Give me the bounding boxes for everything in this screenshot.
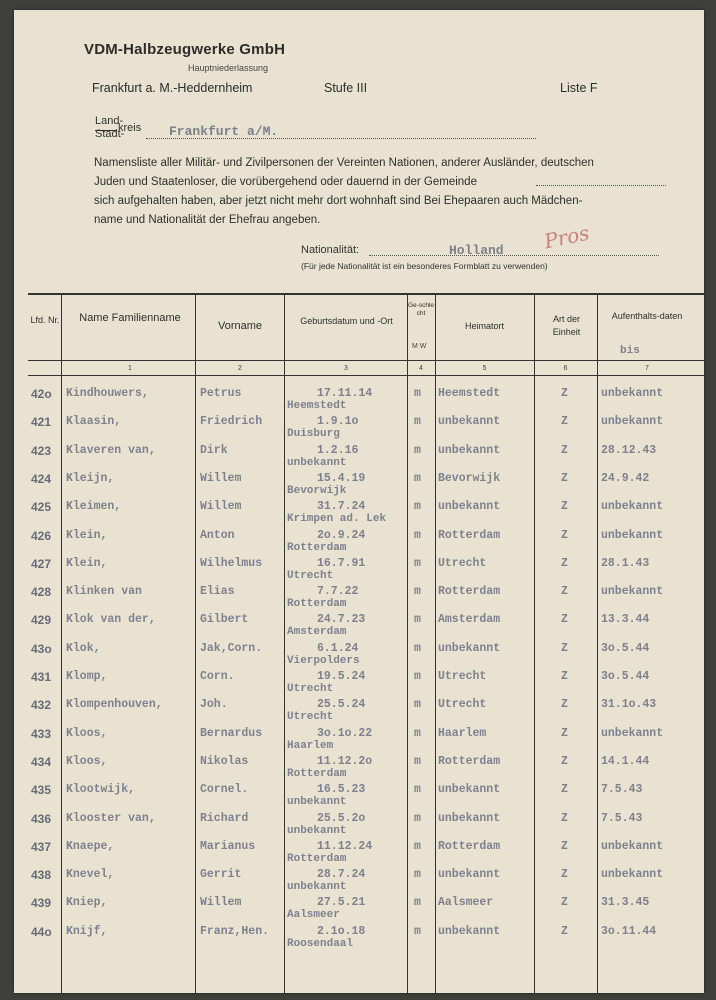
row-birthplace: Krimpen ad. Lek	[287, 513, 387, 526]
row-unit: Z	[561, 387, 568, 400]
row-birthplace: Duisburg	[287, 428, 340, 441]
row-unit: Z	[561, 839, 568, 853]
row-birthplace: Rotterdam	[287, 852, 347, 865]
row-birthdate: 25.5.24	[317, 698, 366, 712]
row-number: 424	[31, 471, 52, 486]
description-line-4: name und Nationalität der Ehefrau angeben.	[94, 214, 321, 226]
stadt-label: Stadt-	[95, 128, 125, 140]
col-divider	[284, 293, 285, 993]
row-number: 435	[31, 783, 52, 798]
row-birthplace: Haarlem	[287, 739, 334, 752]
row-stay: 7.5.43	[601, 783, 643, 797]
row-firstname: Friedrich	[200, 415, 263, 429]
row-number: 425	[31, 500, 52, 515]
row-firstname: Jak,Corn.	[200, 641, 263, 655]
row-birthdate: 15.4.19	[317, 471, 366, 485]
row-firstname: Gerrit	[200, 868, 242, 882]
nationality-value: Holland	[449, 243, 504, 258]
row-sex: m	[414, 924, 421, 938]
row-number: 427	[31, 556, 52, 571]
row-birthdate: 25.5.2o	[317, 811, 366, 825]
row-birthplace: unbekannt	[287, 456, 347, 469]
row-stay: 3o.5.44	[601, 670, 650, 683]
row-hometown: unbekannt	[438, 443, 501, 457]
col-divider	[435, 293, 436, 993]
row-firstname: Richard	[200, 811, 249, 825]
handwritten-stamp: Pros	[542, 220, 592, 254]
row-number: 437	[31, 839, 52, 854]
row-birthplace: unbekannt	[287, 824, 347, 837]
row-birthplace: Bevorwijk	[287, 484, 347, 497]
col-number: 1	[128, 365, 132, 372]
row-hometown: unbekannt	[438, 924, 501, 938]
row-unit: Z	[561, 698, 568, 712]
row-firstname: Anton	[200, 528, 235, 542]
row-birthdate: 7.7.22	[317, 585, 359, 599]
col-header-sex: Ge-schlecht	[407, 302, 434, 317]
row-stay: 3o.11.44	[601, 924, 657, 938]
row-sex: m	[414, 585, 421, 599]
row-number: 428	[31, 585, 52, 600]
row-unit: Z	[561, 783, 568, 797]
row-birthdate: 1.9.1o	[317, 415, 359, 429]
row-sex: m	[414, 556, 421, 570]
row-birthplace: unbekannt	[287, 881, 347, 894]
row-sex: m	[414, 896, 421, 910]
row-birthplace: Amsterdam	[287, 626, 347, 639]
list-label: Liste F	[560, 81, 598, 95]
row-number: 438	[31, 868, 52, 883]
row-hometown: Amsterdam	[438, 613, 501, 627]
table-header-divider	[28, 360, 704, 361]
row-firstname: Franz,Hen.	[200, 924, 270, 938]
col-number: 4	[419, 365, 423, 372]
row-firstname: Bernardus	[200, 726, 263, 740]
row-firstname: Gilbert	[200, 613, 249, 627]
row-number: 426	[31, 528, 52, 543]
row-number: 434	[31, 754, 52, 769]
description	[94, 154, 674, 230]
row-firstname: Petrus	[200, 387, 242, 400]
row-stay: 7.5.43	[601, 811, 643, 825]
row-surname: Klein,	[66, 556, 108, 570]
row-hometown: Rotterdam	[438, 585, 501, 599]
row-surname: Kleijn,	[66, 471, 115, 485]
row-birthdate: 16.7.91	[317, 556, 366, 570]
row-surname: Kloos,	[66, 726, 108, 740]
row-stay: 28.12.43	[601, 443, 657, 457]
row-hometown: Aalsmeer	[438, 896, 494, 910]
row-sex: m	[414, 387, 421, 400]
col-header-stay: Aufenthalts-daten	[611, 311, 683, 321]
col-divider	[407, 293, 408, 993]
row-firstname: Cornel.	[200, 783, 249, 797]
row-birthdate: 31.7.24	[317, 500, 366, 514]
row-birthplace: Aalsmeer	[287, 909, 340, 922]
row-number: 439	[31, 896, 52, 911]
row-surname: Kindhouwers,	[66, 387, 149, 400]
row-hometown: Bevorwijk	[438, 471, 501, 485]
row-sex: m	[414, 868, 421, 882]
row-sex: m	[414, 443, 421, 457]
row-stay: unbekannt	[601, 585, 664, 599]
nationality-note: (Für jede Nationalität ist ein besonderes Formblatt zu verwenden)	[301, 261, 548, 271]
row-unit: Z	[561, 896, 568, 910]
row-surname: Knevel,	[66, 868, 115, 882]
row-stay: unbekannt	[601, 726, 664, 740]
row-hometown: unbekannt	[438, 415, 501, 429]
row-number: 421	[31, 415, 52, 430]
company-name: VDM-Halbzeugwerke GmbH	[84, 41, 286, 58]
row-birthplace: Utrecht	[287, 569, 334, 582]
row-sex: m	[414, 726, 421, 740]
row-unit: Z	[561, 528, 568, 542]
row-number: 431	[31, 670, 52, 684]
row-birthdate: 27.5.21	[317, 896, 366, 910]
row-number: 429	[31, 613, 52, 628]
row-surname: Klaveren van,	[66, 443, 156, 457]
col-header-surname: Name Familienname	[79, 312, 181, 324]
land-label: Land-	[95, 115, 124, 127]
row-birthdate: 24.7.23	[317, 613, 366, 627]
row-unit: Z	[561, 443, 568, 457]
row-sex: m	[414, 471, 421, 485]
row-number: 43o	[31, 641, 52, 656]
row-sex: m	[414, 415, 421, 429]
col-divider	[61, 293, 62, 993]
gemeinde-dotline	[536, 185, 666, 186]
row-stay: 3o.5.44	[601, 641, 650, 655]
row-surname: Knijf,	[66, 924, 108, 938]
row-birthplace: Utrecht	[287, 711, 334, 724]
kreis-label: kreis	[118, 122, 142, 134]
row-hometown: unbekannt	[438, 641, 501, 655]
row-birthplace: Rotterdam	[287, 767, 347, 780]
row-number: 42o	[31, 387, 52, 401]
row-surname: Kniep,	[66, 896, 108, 910]
row-sex: m	[414, 783, 421, 797]
row-firstname: Corn.	[200, 670, 235, 683]
row-unit: Z	[561, 415, 568, 429]
row-firstname: Willem	[200, 896, 242, 910]
row-birthplace: Utrecht	[287, 683, 334, 695]
row-hometown: Rotterdam	[438, 839, 501, 853]
row-surname: Klein,	[66, 528, 108, 542]
col-header-unit: Art der Einheit	[552, 314, 581, 337]
row-stay: 13.3.44	[601, 613, 650, 627]
col-header-firstname: Vorname	[217, 320, 263, 332]
row-number: 44o	[31, 924, 52, 939]
row-firstname: Marianus	[200, 839, 256, 853]
row-unit: Z	[561, 670, 568, 683]
row-birthdate: 6.1.24	[317, 641, 359, 655]
row-hometown: unbekannt	[438, 783, 501, 797]
branch-label: Hauptniederlassung	[188, 63, 269, 73]
col-header-home: Heimatort	[464, 321, 504, 331]
col-divider	[597, 293, 598, 993]
col-header-birth: Geburtsdatum und -Ort	[300, 316, 393, 326]
row-unit: Z	[561, 585, 568, 599]
row-birthdate: 2.1o.18	[317, 924, 366, 938]
row-stay: 31.3.45	[601, 896, 650, 910]
row-stay: unbekannt	[601, 868, 664, 882]
row-birthdate: 3o.1o.22	[317, 726, 373, 740]
row-unit: Z	[561, 868, 568, 882]
description-line-1: Namensliste aller Militär- und Zivilpersonen der Vereinten Nationen, anderer Ausländer, deutschen	[94, 157, 594, 169]
row-firstname: Elias	[200, 585, 235, 599]
col-number: 3	[344, 365, 348, 372]
row-birthdate: 19.5.24	[317, 670, 366, 683]
row-surname: Klok,	[66, 641, 101, 655]
row-unit: Z	[561, 500, 568, 514]
row-stay: unbekannt	[601, 839, 664, 853]
location: Frankfurt a. M.-Heddernheim	[92, 81, 253, 95]
description-line-2: Juden und Staatenloser, die vorübergehend oder dauernd in der Gemeinde	[94, 176, 477, 188]
col-number: 7	[645, 365, 649, 372]
row-stay: unbekannt	[601, 528, 664, 542]
row-surname: Klomp,	[66, 670, 108, 683]
row-birthdate: 2o.9.24	[317, 528, 366, 542]
row-surname: Klaasin,	[66, 415, 122, 429]
row-birthdate: 11.12.2o	[317, 754, 373, 768]
row-stay: 31.1o.43	[601, 698, 657, 712]
col-header-stay-bis: bis	[620, 345, 640, 357]
row-sex: m	[414, 698, 421, 712]
row-birthdate: 28.7.24	[317, 868, 366, 882]
row-firstname: Willem	[200, 471, 242, 485]
row-sex: m	[414, 613, 421, 627]
row-sex: m	[414, 641, 421, 655]
row-number: 433	[31, 726, 52, 741]
nationality-dotline	[369, 255, 659, 256]
row-birthdate: 11.12.24	[317, 839, 373, 853]
row-birthplace: Rotterdam	[287, 541, 347, 554]
row-surname: Klootwijk,	[66, 783, 136, 797]
document-page	[14, 10, 704, 993]
row-sex: m	[414, 811, 421, 825]
col-header-sex-mw: M W	[412, 343, 427, 350]
row-unit: Z	[561, 613, 568, 627]
row-birthplace: Roosendaal	[287, 937, 354, 950]
row-hometown: Utrecht	[438, 670, 487, 683]
row-hometown: Rotterdam	[438, 528, 501, 542]
row-sex: m	[414, 528, 421, 542]
row-stay: unbekannt	[601, 415, 664, 429]
nationality-label: Nationalität:	[301, 244, 360, 256]
table-number-divider	[28, 375, 704, 376]
table-top-border	[28, 293, 704, 295]
row-surname: Klompenhouven,	[66, 698, 163, 712]
row-number: 432	[31, 698, 52, 713]
row-hometown: Utrecht	[438, 698, 487, 712]
row-stay: 24.9.42	[601, 471, 650, 485]
row-birthdate: 1.2.16	[317, 443, 359, 457]
row-number: 423	[31, 443, 52, 458]
row-firstname: Willem	[200, 500, 242, 514]
col-number: 2	[238, 365, 242, 372]
row-hometown: Haarlem	[438, 726, 487, 740]
row-unit: Z	[561, 471, 568, 485]
row-birthplace: Rotterdam	[287, 598, 347, 611]
row-firstname: Nikolas	[200, 754, 249, 768]
row-sex: m	[414, 754, 421, 768]
row-hometown: Heemstedt	[438, 387, 501, 400]
row-unit: Z	[561, 726, 568, 740]
row-birthplace: unbekannt	[287, 796, 347, 809]
row-hometown: unbekannt	[438, 811, 501, 825]
row-surname: Kleimen,	[66, 500, 122, 514]
row-birthdate: 16.5.23	[317, 783, 366, 797]
row-firstname: Joh.	[200, 698, 228, 712]
col-number: 5	[482, 365, 487, 372]
row-surname: Klok van der,	[66, 613, 156, 627]
row-unit: Z	[561, 556, 568, 570]
district-value: Frankfurt a/M.	[169, 124, 279, 139]
row-surname: Knaepe,	[66, 839, 115, 853]
col-header-nr: Lfd. Nr.	[30, 315, 60, 325]
row-stay: unbekannt	[601, 387, 664, 400]
row-unit: Z	[561, 811, 568, 825]
row-hometown: unbekannt	[438, 500, 501, 514]
col-number: 6	[563, 365, 568, 372]
col-divider	[534, 293, 535, 993]
row-firstname: Wilhelmus	[200, 556, 263, 570]
row-surname: Klooster van,	[66, 811, 156, 825]
row-surname: Kloos,	[66, 754, 108, 768]
row-sex: m	[414, 670, 421, 683]
row-birthplace: Heemstedt	[287, 400, 347, 412]
row-sex: m	[414, 500, 421, 514]
row-birthplace: Vierpolders	[287, 654, 360, 667]
row-number: 436	[31, 811, 52, 826]
row-stay: unbekannt	[601, 500, 664, 514]
row-firstname: Dirk	[200, 443, 228, 457]
row-hometown: unbekannt	[438, 868, 501, 882]
row-stay: 14.1.44	[601, 754, 650, 768]
row-hometown: Utrecht	[438, 556, 487, 570]
row-stay: 28.1.43	[601, 556, 650, 570]
row-unit: Z	[561, 754, 568, 768]
col-divider	[195, 293, 196, 993]
row-surname: Klinken van	[66, 585, 142, 599]
stage-label: Stufe III	[324, 81, 368, 95]
row-sex: m	[414, 839, 421, 853]
row-birthdate: 17.11.14	[317, 387, 373, 400]
row-hometown: Rotterdam	[438, 754, 501, 768]
description-line-3: sich aufgehalten haben, aber jetzt nicht mehr dort wohnhaft sind Bei Ehepaaren auch Mädchen-	[94, 195, 583, 207]
row-unit: Z	[561, 641, 568, 655]
row-unit: Z	[561, 924, 568, 938]
